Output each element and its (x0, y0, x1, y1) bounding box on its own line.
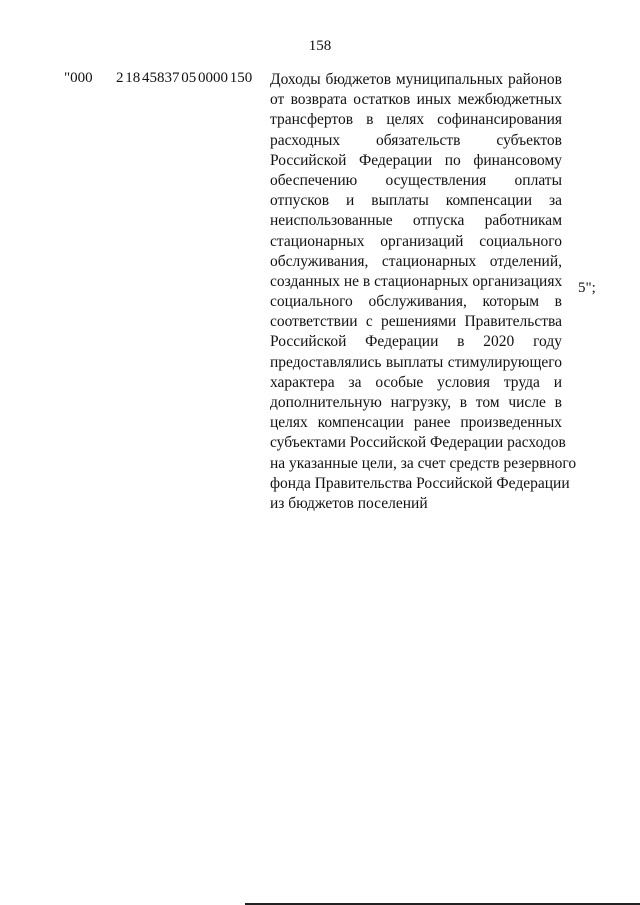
description-line: Российской Федерации в 2020 году (270, 333, 562, 351)
budget-classification-code: 2 18 45837 05 0000 150 (116, 70, 253, 86)
description-line: фонда Правительства Российской Федерации (270, 474, 570, 492)
page-number: 158 (308, 38, 332, 54)
description-line: расходных обязательств субъектов (270, 131, 562, 149)
description-line: созданных не в стационарных организациях (270, 272, 563, 290)
description-line: целях компенсации ранее произведенных (270, 414, 562, 432)
amount-value: 5"; (578, 280, 596, 296)
income-description (270, 70, 577, 514)
description-line: предоставлялись выплаты стимулирующего (270, 353, 562, 371)
description-line: субъектами Российской Федерации расходов (270, 434, 566, 452)
description-line: Доходы бюджетов муниципальных районов (270, 71, 562, 88)
code-prefix: "000 (64, 70, 93, 86)
description-line: соответствии с решениями Правительства (270, 313, 562, 331)
description-line: от возврата остатков иных межбюджетных (270, 91, 562, 109)
description-line: характера за особые условия труда и (270, 373, 562, 391)
description-line: из бюджетов поселений (270, 494, 428, 512)
description-line: трансфертов в целях софинансирования (270, 111, 562, 129)
description-line: дополнительную нагрузку, в том числе в (270, 394, 562, 411)
description-line: социального обслуживания, которым в (270, 293, 562, 311)
description-line: неиспользованные отпуска работникам (270, 212, 562, 230)
description-line: обеспечению осуществления оплаты (270, 171, 562, 189)
description-line: на указанные цели, за счет средств резервного (270, 454, 577, 472)
description-line: отпусков и выплаты компенсации за (270, 192, 562, 210)
description-line: Российской Федерации по финансовому (270, 151, 562, 169)
description-line: стационарных организаций социального (270, 232, 562, 250)
description-line: обслуживания, стационарных отделений, (270, 252, 562, 270)
